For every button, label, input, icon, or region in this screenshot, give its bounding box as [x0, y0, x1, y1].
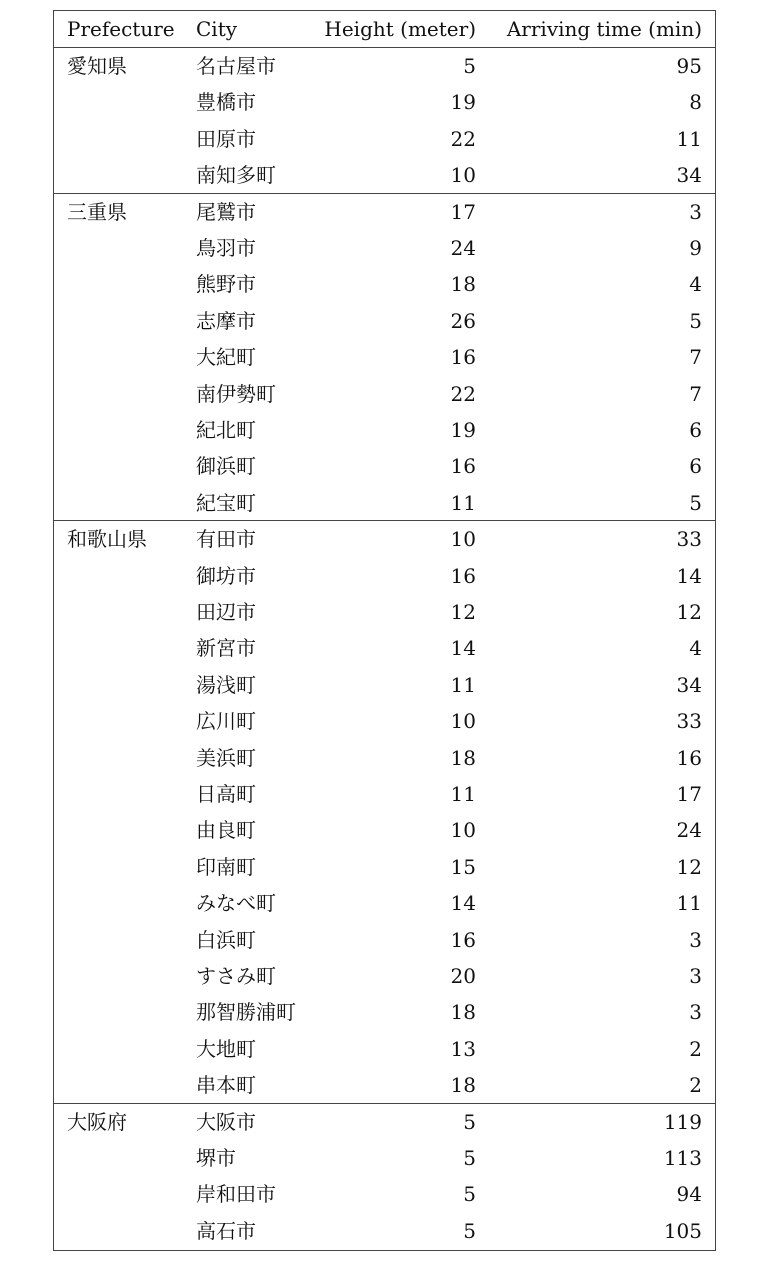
height-cell: 18	[450, 1073, 476, 1097]
table-row	[54, 812, 715, 848]
table-row	[54, 776, 715, 812]
city-cell: 岸和田市	[196, 1182, 276, 1206]
city-cell: 大阪市	[196, 1110, 256, 1134]
table-row	[54, 885, 715, 921]
table-row	[54, 1067, 715, 1103]
city-cell: 広川町	[196, 709, 256, 733]
city-cell: 紀北町	[196, 418, 256, 442]
city-cell: 那智勝浦町	[196, 1000, 296, 1024]
arriving-time-cell: 94	[676, 1182, 702, 1206]
prefecture-cell: 三重県	[67, 200, 127, 224]
height-cell: 5	[463, 1110, 476, 1134]
table-row	[54, 1031, 715, 1067]
arriving-time-cell: 9	[689, 236, 702, 260]
height-cell: 10	[450, 709, 476, 733]
height-cell: 22	[450, 127, 476, 151]
city-cell: 有田市	[196, 527, 256, 551]
city-cell: みなべ町	[196, 891, 276, 915]
height-cell: 5	[463, 1219, 476, 1243]
arriving-time-cell: 11	[676, 891, 702, 915]
table-row	[54, 157, 715, 193]
table-header-row	[54, 11, 715, 47]
city-cell: 熊野市	[196, 272, 256, 296]
arriving-time-cell: 34	[676, 163, 702, 187]
table-row	[54, 194, 715, 230]
arriving-time-cell: 3	[689, 1000, 702, 1024]
table-row	[54, 703, 715, 739]
table-row	[54, 448, 715, 484]
arriving-time-cell: 4	[689, 636, 702, 660]
city-cell: 南伊勢町	[196, 382, 276, 406]
arriving-time-cell: 5	[689, 309, 702, 333]
arriving-time-cell: 3	[689, 964, 702, 988]
city-cell: 名古屋市	[196, 54, 276, 78]
arriving-time-cell: 24	[676, 818, 702, 842]
arriving-time-cell: 7	[689, 345, 702, 369]
arriving-time-cell: 11	[676, 127, 702, 151]
arriving-time-cell: 33	[676, 709, 702, 733]
table-row	[54, 594, 715, 630]
height-cell: 20	[450, 964, 476, 988]
height-cell: 11	[450, 491, 476, 515]
arriving-time-cell: 34	[676, 673, 702, 697]
city-cell: 御坊市	[196, 564, 256, 588]
arriving-time-cell: 119	[663, 1110, 702, 1134]
height-cell: 18	[450, 746, 476, 770]
arriving-time-cell: 17	[676, 782, 702, 806]
table-row	[54, 922, 715, 958]
height-cell: 16	[450, 454, 476, 478]
city-cell: 田辺市	[196, 600, 256, 624]
height-cell: 10	[450, 818, 476, 842]
height-cell: 18	[450, 1000, 476, 1024]
table-row	[54, 958, 715, 994]
height-cell: 16	[450, 345, 476, 369]
table-row	[54, 266, 715, 302]
city-cell: 印南町	[196, 855, 256, 879]
arriving-time-cell: 6	[689, 418, 702, 442]
height-cell: 22	[450, 382, 476, 406]
height-cell: 11	[450, 782, 476, 806]
arriving-time-cell: 7	[689, 382, 702, 406]
arriving-time-cell: 105	[663, 1219, 702, 1243]
city-cell: 日高町	[196, 782, 256, 806]
table-row	[54, 376, 715, 412]
height-cell: 14	[450, 891, 476, 915]
city-cell: 美浜町	[196, 746, 256, 770]
arriving-time-cell: 12	[676, 855, 702, 879]
table-row	[54, 230, 715, 266]
city-cell: 豊橋市	[196, 90, 256, 114]
height-cell: 10	[450, 527, 476, 551]
header-height: Height (meter)	[324, 17, 476, 41]
arriving-time-cell: 95	[676, 54, 702, 78]
city-cell: 堺市	[196, 1146, 236, 1170]
city-cell: 御浜町	[196, 454, 256, 478]
table-row	[54, 303, 715, 339]
height-cell: 12	[450, 600, 476, 624]
city-cell: 尾鷲市	[196, 200, 256, 224]
arriving-time-cell: 3	[689, 928, 702, 952]
height-cell: 19	[450, 418, 476, 442]
table-row	[54, 339, 715, 375]
city-cell: 高石市	[196, 1219, 256, 1243]
arriving-time-cell: 14	[676, 564, 702, 588]
city-cell: 白浜町	[196, 928, 256, 952]
height-cell: 16	[450, 928, 476, 952]
height-cell: 15	[450, 855, 476, 879]
height-cell: 19	[450, 90, 476, 114]
prefecture-cell: 愛知県	[67, 54, 127, 78]
table-row	[54, 1104, 715, 1140]
arriving-time-cell: 16	[676, 746, 702, 770]
city-cell: 鳥羽市	[196, 236, 256, 260]
arriving-time-cell: 113	[663, 1146, 702, 1170]
city-cell: 湯浅町	[196, 673, 256, 697]
table-row	[54, 667, 715, 703]
header-prefecture: Prefecture	[67, 17, 175, 41]
height-cell: 5	[463, 54, 476, 78]
table-row	[54, 994, 715, 1030]
arriving-time-cell: 5	[689, 491, 702, 515]
table-row	[54, 521, 715, 557]
height-cell: 14	[450, 636, 476, 660]
height-cell: 16	[450, 564, 476, 588]
city-cell: 志摩市	[196, 309, 256, 333]
arriving-time-cell: 33	[676, 527, 702, 551]
height-cell: 18	[450, 272, 476, 296]
height-cell: 26	[450, 309, 476, 333]
city-cell: 大紀町	[196, 345, 256, 369]
table-row	[54, 740, 715, 776]
tsunami-table	[53, 10, 716, 1251]
table-row	[54, 1140, 715, 1176]
height-cell: 5	[463, 1146, 476, 1170]
height-cell: 11	[450, 673, 476, 697]
table-row	[54, 849, 715, 885]
city-cell: 南知多町	[196, 163, 276, 187]
city-cell: 新宮市	[196, 636, 256, 660]
arriving-time-cell: 2	[689, 1073, 702, 1097]
height-cell: 13	[450, 1037, 476, 1061]
header-city: City	[196, 17, 238, 41]
city-cell: 田原市	[196, 127, 256, 151]
city-cell: すさみ町	[196, 964, 276, 988]
arriving-time-cell: 3	[689, 200, 702, 224]
table-row	[54, 558, 715, 594]
city-cell: 由良町	[196, 818, 256, 842]
arriving-time-cell: 12	[676, 600, 702, 624]
arriving-time-cell: 8	[689, 90, 702, 114]
height-cell: 17	[450, 200, 476, 224]
height-cell: 10	[450, 163, 476, 187]
height-cell: 24	[450, 236, 476, 260]
table-row	[54, 485, 715, 521]
arriving-time-cell: 2	[689, 1037, 702, 1061]
prefecture-cell: 和歌山県	[67, 527, 147, 551]
table-row	[54, 630, 715, 666]
city-cell: 紀宝町	[196, 491, 256, 515]
city-cell: 大地町	[196, 1037, 256, 1061]
table-row	[54, 1176, 715, 1212]
prefecture-cell: 大阪府	[67, 1110, 127, 1134]
city-cell: 串本町	[196, 1073, 256, 1097]
header-arriving-time: Arriving time (min)	[506, 17, 702, 41]
table-row	[54, 412, 715, 448]
arriving-time-cell: 6	[689, 454, 702, 478]
table-row	[54, 48, 715, 84]
arriving-time-cell: 4	[689, 272, 702, 296]
height-cell: 5	[463, 1182, 476, 1206]
table-row	[54, 121, 715, 157]
table-row	[54, 84, 715, 120]
table-row	[54, 1213, 715, 1249]
